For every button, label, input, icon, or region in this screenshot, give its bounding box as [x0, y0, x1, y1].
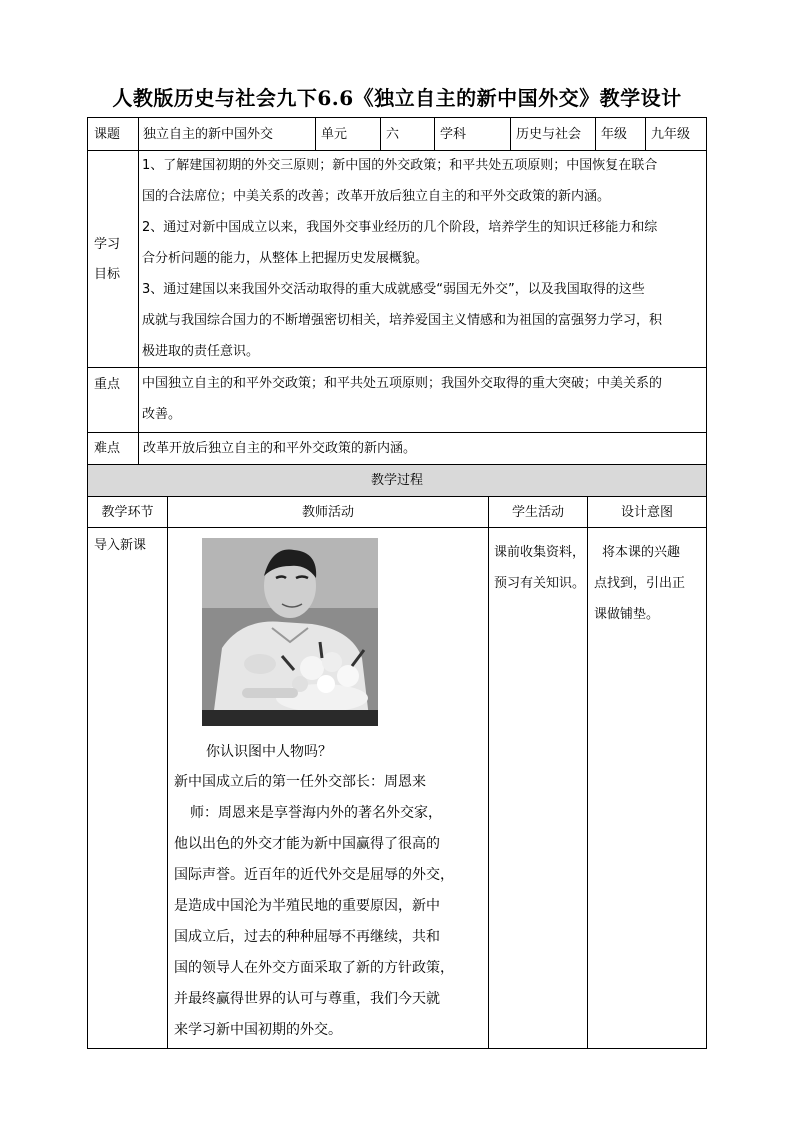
- design-intent-line: 点找到，引出正: [594, 576, 686, 591]
- table-divider: [138, 117, 139, 464]
- portrait-photo: [202, 538, 378, 726]
- student-activity: [494, 537, 585, 599]
- teacher-text-line: 国成立后，过去的种种屈辱不再继续，共和: [174, 929, 440, 945]
- design-intent-line: 将本课的兴趣: [602, 545, 681, 560]
- subject-value: 历史与社会: [516, 127, 582, 142]
- objective-item: 极进取的责任意识。: [142, 344, 260, 359]
- objective-item: 成就与我国综合国力的不断增强密切相关，培养爱国主义情感和为祖国的富强努力学习，积: [142, 313, 663, 328]
- unit-value: 六: [386, 127, 400, 142]
- table-border-top: [87, 117, 707, 118]
- table-divider: [595, 117, 596, 150]
- teacher-text-line: 师：周恩来是享誉海内外的著名外交家，: [190, 805, 442, 821]
- grade-label: 年级: [601, 127, 628, 142]
- table-divider: [510, 117, 511, 150]
- table-divider: [87, 432, 707, 433]
- table-divider: [645, 117, 646, 150]
- objective-item: 合分析问题的能力，从整体上把握历史发展概貌。: [142, 251, 429, 266]
- table-border-left: [87, 117, 88, 1049]
- key-points-text: 改善。: [142, 407, 182, 422]
- column-header-student: 学生活动: [511, 505, 564, 520]
- teacher-text-line: 来学习新中国初期的外交。: [174, 1022, 342, 1038]
- objective-item: 3、通过建国以来我国外交活动取得的重大成就感受“弱国无外交”，以及我国取得的这些: [142, 282, 645, 297]
- teacher-text-line: 国的领导人在外交方面采取了新的方针政策，: [174, 960, 454, 976]
- teacher-text-line: 并最终赢得世界的认可与尊重，我们今天就: [174, 991, 440, 1007]
- student-activity-line: 预习有关知识。: [494, 576, 586, 591]
- portrait-photo-drawing: [202, 538, 378, 726]
- table-divider: [434, 117, 435, 150]
- table-divider: [87, 496, 707, 497]
- column-header-design: 设计意图: [620, 505, 673, 520]
- table-border-bottom: [87, 1048, 707, 1049]
- column-header-stage: 教学环节: [101, 505, 154, 520]
- objective-item: 1、了解建国初期的外交三原则；新中国的外交政策；和平共处五项原则；中国恢复在联合: [142, 158, 658, 173]
- table-divider: [587, 496, 588, 1049]
- teacher-text-line: 他以出色的外交才能为新中国赢得了很高的: [174, 836, 440, 852]
- table-divider: [488, 496, 489, 1049]
- design-intent: [594, 537, 685, 630]
- teacher-text-line: 新中国成立后的第一任外交部长：周恩来: [174, 774, 426, 790]
- unit-label: 单元: [321, 127, 348, 142]
- section-title: 教学过程: [370, 473, 423, 488]
- difficulties-text: 改革开放后独立自主的和平外交政策的新内涵。: [143, 441, 417, 456]
- design-intent-line: 课做铺垫。: [594, 607, 660, 622]
- objectives-label: 学习: [94, 237, 121, 252]
- table-divider: [167, 496, 168, 1049]
- objectives-label: 目标: [94, 267, 121, 282]
- teacher-text-line: 是造成中国沦为半殖民地的重要原因，新中: [174, 898, 440, 914]
- subject-label: 学科: [440, 127, 467, 142]
- objective-item: 国的合法席位；中美关系的改善；改革开放后独立自主的和平外交政策的新内涵。: [142, 189, 611, 204]
- table-divider: [380, 117, 381, 150]
- student-activity-line: 课前收集资料，: [494, 545, 586, 560]
- objective-item: 2、通过对新中国成立以来，我国外交事业经历的几个阶段，培养学生的知识迁移能力和综: [142, 220, 658, 235]
- table-divider: [315, 117, 316, 150]
- key-points-text: 中国独立自主的和平外交政策；和平共处五项原则；我国外交取得的重大突破；中美关系的: [142, 376, 663, 391]
- column-header-teacher: 教师活动: [301, 505, 354, 520]
- grade-value: 九年级: [651, 127, 691, 142]
- key-points-label: 重点: [94, 377, 121, 392]
- difficulties-label: 难点: [94, 441, 121, 456]
- stage-cell: 导入新课: [94, 538, 147, 553]
- teacher-text-line: 国际声誉。近百年的近代外交是屈辱的外交，: [174, 867, 454, 883]
- table-divider: [87, 527, 707, 528]
- document-title: 人教版历史与社会九下6.6《独立自主的新中国外交》教学设计: [112, 86, 682, 110]
- teacher-question: 你认识图中人物吗？: [206, 744, 332, 760]
- table-border-right: [706, 117, 707, 1049]
- topic-label: 课题: [94, 127, 121, 142]
- topic-value: 独立自主的新中国外交: [143, 127, 274, 142]
